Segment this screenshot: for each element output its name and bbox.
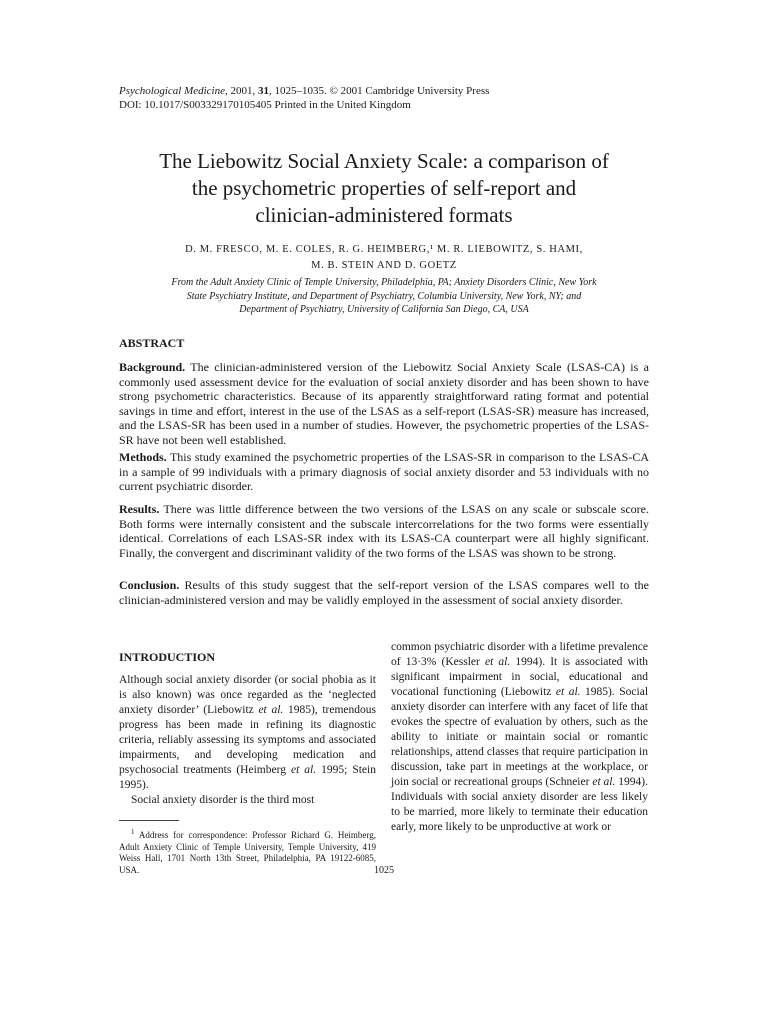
affiliation-line-1: From the Adult Anxiety Clinic of Temple University, Philadelphia, PA; Anxiety Disorders Clinic, New York xyxy=(171,277,597,288)
intro-text: 1985), tremendous progress has been made in refining its diagnostic criteria, reliably assessing its symptoms and associated impairments, and developing medication and psychosocial treatments (Heimberg xyxy=(119,704,376,776)
affiliation-line-2: State Psychiatry Institute, and Department of Psychiatry, Columbia University, New York, NY; and xyxy=(186,290,582,302)
citation-volume: 31 xyxy=(258,85,269,97)
left-column xyxy=(119,650,376,876)
abstract-heading: ABSTRACT xyxy=(119,336,185,350)
et-al: et al. xyxy=(555,686,581,698)
intro-text: common psychiatric disorder with a lifetime prevalence of 13·3% (Kessler xyxy=(391,641,648,668)
intro-text: Although social anxiety disorder (or social phobia as it is also known) was once regarded as the ‘neglected anxiety disorder’ (Liebowitz xyxy=(119,674,376,716)
intro-paragraph-2: Social anxiety disorder is the third most xyxy=(131,794,315,806)
footnote-text: Address for correspondence: Professor Richard G. Heimberg, Adult Anxiety Clinic of Temple University, Temple University, 419 Weiss Hall, 1701 North 13th Street, Philadelphia, PA 19122-6085, USA. xyxy=(119,830,376,875)
authors-line-2: M. B. STEIN AND D. GOETZ xyxy=(311,260,457,271)
intro-text: 1994). It is associated with significant impairment in social, educational and vocational functioning (Liebowitz xyxy=(391,656,649,698)
et-al: et al. xyxy=(290,764,317,776)
footnote-rule xyxy=(119,820,179,821)
intro-text: 1985). Social anxiety disorder can interfere with any facet of life that evokes the spectre of evaluation by others, such as the ability to initiate or maintain social or romantic relationships, attend classes that require participation in discussion, take part in meetings at the workplace, or join social or recreational groups (Schneier xyxy=(391,686,649,788)
abstract-methods xyxy=(119,450,649,494)
abstract-conclusion xyxy=(119,578,649,607)
title-line-1: The Liebowitz Social Anxiety Scale: a comparison of xyxy=(159,149,609,173)
abstract-background xyxy=(119,360,649,448)
article-title xyxy=(100,148,668,229)
abstract-results xyxy=(119,502,649,560)
intro-text: 1994). Individuals with social anxiety disorder are less likely to be married, more likely to terminate their education early, more likely to be unproductive at work or xyxy=(391,776,648,833)
intro-paragraph-1 xyxy=(119,673,376,793)
authors-line-1: D. M. FRESCO, M. E. COLES, R. G. HEIMBERG,¹ M. R. LIEBOWITZ, S. HAMI, xyxy=(185,244,583,255)
affiliations xyxy=(112,276,656,317)
introduction-heading: INTRODUCTION xyxy=(119,650,216,664)
doi-line: DOI: 10.1017/S003329170105405 Printed in the United Kingdom xyxy=(119,99,411,111)
background-label: Background. xyxy=(119,360,186,374)
intro-paragraph-continued xyxy=(391,640,648,835)
right-column xyxy=(391,640,648,835)
intro-text: 1995; Stein 1995). xyxy=(119,764,376,791)
et-al: et al. xyxy=(484,656,511,668)
conclusion-text: Results of this study suggest that the self-report version of the LSAS compares well to the clinician-administered version and may be validly employed in the assessment of social anxiety disorder. xyxy=(119,578,649,607)
journal-name: Psychological Medicine xyxy=(119,85,225,97)
conclusion-label: Conclusion. xyxy=(119,578,180,592)
journal-header xyxy=(119,84,489,112)
background-text: The clinician-administered version of the Liebowitz Social Anxiety Scale (LSAS-CA) is a commonly used assessment device for the evaluation of social anxiety disorder and has been shown to have strong psychometric characteristics. Because of its apparently straightforward rating format and potential savings in time and effort, interest in the use of the LSAS as a self-report (LSAS-SR) measure has increased, and the LSAS-SR has been used in a number of studies. However, the psychometric properties of the LSAS-SR have not been well established. xyxy=(119,360,649,447)
affiliation-line-3: Department of Psychiatry, University of California San Diego, CA, USA xyxy=(239,304,529,315)
results-label: Results. xyxy=(119,502,160,516)
citation-pages: , 1025–1035. © 2001 Cambridge University Press xyxy=(269,85,490,97)
page-number: 1025 xyxy=(374,865,394,876)
footnote-marker: 1 xyxy=(131,828,135,836)
title-line-2: the psychometric properties of self-report and xyxy=(191,176,577,200)
results-text: There was little difference between the two versions of the LSAS on any scale or subscale score. Both forms were internally consistent and the subscale intercorrelations for the two forms were essentially identical. Correlations of each LSAS-SR index with its LSAS-CA counterpart were all highly significant. Finally, the convergent and discriminant validity of the two forms of the LSAS was shown to be strong. xyxy=(119,502,649,560)
citation-year: , 2001, xyxy=(225,85,258,97)
et-al: et al. xyxy=(258,704,284,716)
et-al: et al. xyxy=(592,776,616,788)
citation-line xyxy=(119,84,489,98)
title-line-3: clinician-administered formats xyxy=(255,203,513,227)
methods-label: Methods. xyxy=(119,450,167,464)
author-list xyxy=(110,242,658,274)
methods-text: This study examined the psychometric properties of the LSAS-SR in comparison to the LSAS-CA in a sample of 99 individuals with a primary diagnosis of social anxiety disorder and 53 individuals with no current psychiatric disorder. xyxy=(119,450,649,494)
